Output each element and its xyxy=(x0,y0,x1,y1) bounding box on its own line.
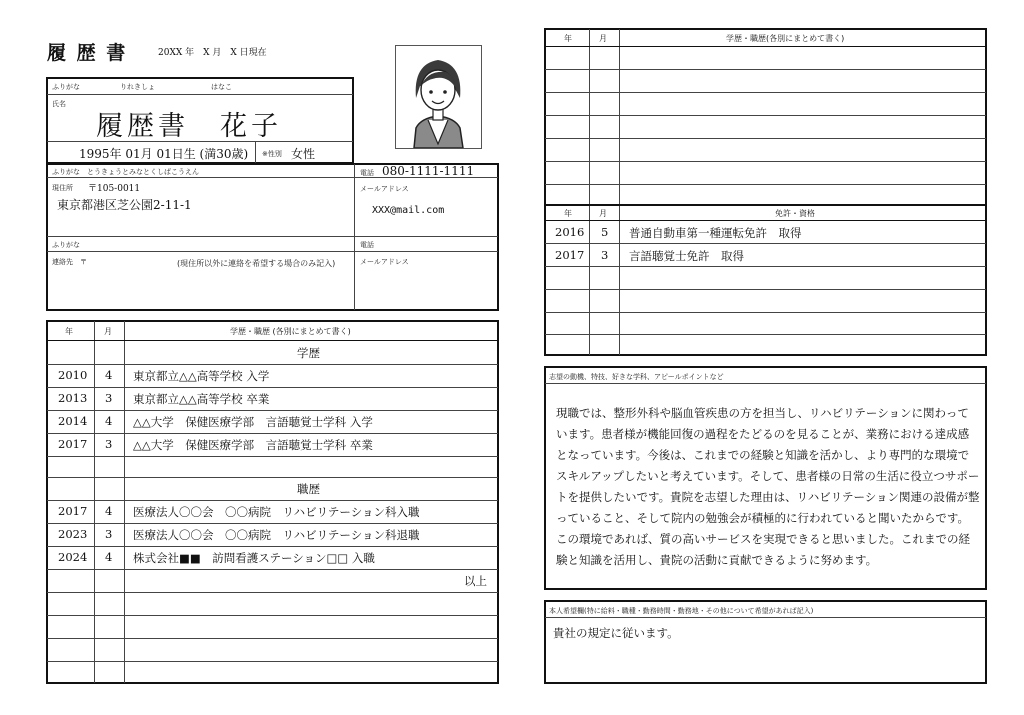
right-history-table xyxy=(544,28,987,356)
contact-phone-label: 電話 xyxy=(360,241,374,249)
full-name: 履歴書 花子 xyxy=(96,111,282,142)
address-line: 東京都港区芝公園2-11-1 xyxy=(57,198,192,212)
name-label: 氏名 xyxy=(52,100,66,108)
furigana-label: ふりがな xyxy=(52,83,80,91)
table-row-year: 2014 xyxy=(58,414,88,428)
education-heading: 学歴 xyxy=(297,346,320,360)
license-col-desc: 免許・資格 xyxy=(775,209,815,218)
table-row-desc: 株式会社■■ 訪問看護ステーション□□ 入職 xyxy=(133,551,375,565)
license-col-year: 年 xyxy=(564,209,572,218)
page-title: 履 歴 書 xyxy=(47,42,128,64)
table-row-month: 3 xyxy=(105,437,113,451)
license-col-month: 月 xyxy=(599,209,607,218)
date-current: 20XX 年 X 月 X 日現在 xyxy=(158,48,267,58)
table-row-desc: 医療法人〇〇会 〇〇病院 リハビリテーション科入職 xyxy=(133,505,420,519)
table-row-month: 4 xyxy=(105,368,113,382)
license-row-month: 3 xyxy=(601,248,609,262)
history-end: 以上 xyxy=(464,574,487,588)
right-history-col-month: 月 xyxy=(599,34,607,43)
contact-email-label: メールアドレス xyxy=(360,258,409,266)
gender-label: ※性別 xyxy=(262,150,282,158)
table-row-year: 2013 xyxy=(58,391,88,405)
work-heading: 職歴 xyxy=(297,482,320,496)
table-row-month: 3 xyxy=(105,391,113,405)
request-text: 貴社の規定に従います。 xyxy=(553,626,679,640)
table-row-year: 2024 xyxy=(58,550,88,564)
phone-value: 080-1111-1111 xyxy=(382,164,475,178)
contact-label: 連絡先 〒 xyxy=(52,258,87,266)
email-value: XXX@mail.com xyxy=(372,205,445,216)
request-label: 本人希望欄(特に給料・職種・勤務時間・勤務地・その他について希望があれば記入) xyxy=(549,607,814,615)
contact-note: (現住所以外に連絡を希望する場合のみ記入) xyxy=(177,259,336,268)
history-col-month: 月 xyxy=(104,327,112,336)
phone-label: 電話 xyxy=(360,169,374,177)
history-table xyxy=(46,320,499,684)
address-label: 現住所 xyxy=(52,184,73,192)
table-row-year: 2010 xyxy=(58,368,88,382)
history-col-desc: 学歴・職歴 (各別にまとめて書く) xyxy=(230,327,351,336)
table-row-desc: 医療法人〇〇会 〇〇病院 リハビリテーション科退職 xyxy=(133,528,420,542)
right-history-col-desc: 学歴・職歴(各別にまとめて書く) xyxy=(726,34,845,43)
contact-furigana: ふりがな xyxy=(52,241,80,249)
license-row-year: 2017 xyxy=(555,248,585,262)
motivation-text: 現職では、整形外科や脳血管疾患の方を担当し、リハビリテーションに関わっています。患者様が機能回復の過程をたどるのを見ることが、業務における達成感となっています。今後は、これまでの経験と知識を活かし、より専門的な環境でスキルアップしたいと考えています。そして、患者様の日常の生活に役立つサポートを提供したいです。貴院を志望した理由は、リハビリテーション関連の設備が整っていること、そして院内の勉強会が積極的に行われていると聞いたからです。この環境であれば、質の高いサービスを実現できると思いました。これまでの経験と知識を活用し、貴院の活動に貢献できるように努めます。 xyxy=(556,406,980,567)
table-row-month: 3 xyxy=(105,527,113,541)
email-label: メールアドレス xyxy=(360,185,409,193)
license-row-desc: 普通自動車第一種運転免許 取得 xyxy=(629,226,802,240)
table-row-month: 4 xyxy=(105,414,113,428)
license-row-year: 2016 xyxy=(555,225,585,239)
table-row-month: 4 xyxy=(105,504,113,518)
table-row-desc: △△大学 保健医療学部 言語聴覚士学科 卒業 xyxy=(133,438,373,452)
table-row-desc: △△大学 保健医療学部 言語聴覚士学科 入学 xyxy=(133,415,373,429)
furigana-name: りれきしょ はなこ xyxy=(120,83,232,91)
right-history-col-year: 年 xyxy=(564,34,572,43)
gender-value: 女性 xyxy=(291,147,316,161)
birth-date: 1995年 01月 01日生 (満30歳) xyxy=(79,147,249,161)
table-row-desc: 東京都立△△高等学校 入学 xyxy=(133,369,270,383)
table-row-year: 2023 xyxy=(58,527,88,541)
table-row-year: 2017 xyxy=(58,504,88,518)
table-row-month: 4 xyxy=(105,550,113,564)
history-col-year: 年 xyxy=(65,327,73,336)
address-postal: 〒105-0011 xyxy=(88,184,141,194)
table-row-year: 2017 xyxy=(58,437,88,451)
address-furigana: ふりがな とうきょうとみなとくしばこうえん xyxy=(52,168,199,176)
table-row-desc: 東京都立△△高等学校 卒業 xyxy=(133,392,270,406)
motivation-label: 志望の動機、特技、好きな学科、アピールポイントなど xyxy=(549,373,724,381)
license-row-desc: 言語聴覚士免許 取得 xyxy=(629,249,744,263)
person-photo-icon xyxy=(395,45,482,149)
license-row-month: 5 xyxy=(601,225,609,239)
